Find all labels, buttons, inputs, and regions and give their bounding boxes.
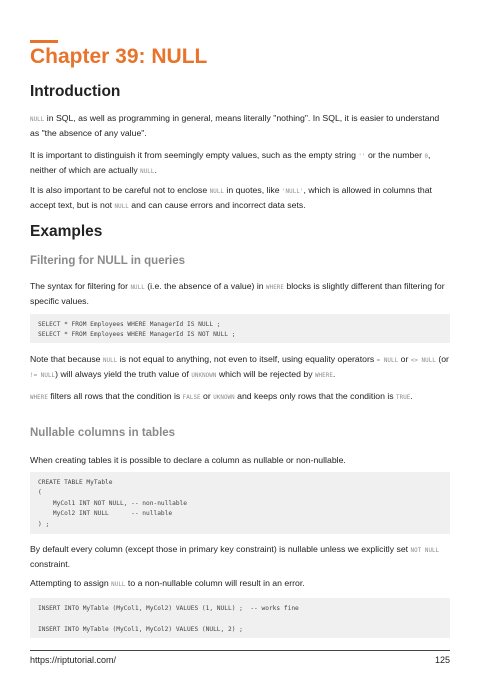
intro-paragraph-2: It is important to distinguish it from seemingly empty values, such as the empty string '' or the number 0, neither of which are actually NULL.	[30, 150, 431, 175]
nullable-paragraph-3: Attempting to assign NULL to a non-nullable column will result in an error.	[30, 578, 305, 588]
code-line: SELECT * FROM Employees WHERE ManagerId IS NOT NULL ;	[38, 331, 236, 339]
code-line: SELECT * FROM Employees WHERE ManagerId IS NULL ;	[38, 321, 221, 328]
code-line	[38, 614, 442, 624]
introduction-heading: Introduction	[30, 83, 121, 100]
code-block-create-table	[30, 472, 450, 534]
footer-url: https://riptutorial.com/	[30, 655, 117, 665]
code-line: MyCol1 INT NOT NULL, -- non-nullable	[38, 499, 188, 507]
nullable-paragraph-2: By default every column (except those in primary key constraint) is nullable unless we explicitly set NOT NULL constraint.	[30, 544, 440, 569]
code-block-filtering	[30, 314, 450, 343]
inline-code: NULL	[30, 117, 45, 123]
chapter-accent-rule	[30, 40, 58, 43]
code-line: (	[38, 489, 42, 497]
filtering-paragraph-2: Note that because NULL is not equal to anything, not even to itself, using equality operators = NULL or <> NULL (or != NULL) will always yield the truth value of UNKNOWN which will be rejected by WHERE.	[30, 354, 449, 379]
page-number: 125	[434, 655, 450, 665]
footer-divider	[30, 650, 450, 651]
code-line: INSERT INTO MyTable (MyCol1, MyCol2) VALUES (1, NULL) ; -- works fine	[38, 605, 299, 612]
code-block-insert	[30, 598, 450, 638]
filtering-paragraph-1: The syntax for filtering for NULL (i.e. the absence of a value) in WHERE blocks is slightly different than filtering for specific values.	[30, 281, 445, 306]
code-line: MyCol2 INT NULL -- nullable	[38, 510, 173, 518]
code-line: INSERT INTO MyTable (MyCol1, MyCol2) VALUES (NULL, 2) ;	[38, 625, 243, 633]
examples-heading: Examples	[30, 223, 103, 240]
code-line: CREATE TABLE MyTable	[38, 479, 113, 486]
chapter-title: Chapter 39: NULL	[30, 45, 208, 68]
nullable-heading: Nullable columns in tables	[30, 427, 176, 439]
nullable-paragraph-1: When creating tables it is possible to declare a column as nullable or non-nullable.	[30, 455, 346, 465]
intro-paragraph-1: NULL in SQL, as well as programming in general, means literally "nothing". In SQL, it is easier to understand as "the absence of any value".	[30, 113, 440, 138]
intro-paragraph-3: It is also important to be careful not to enclose NULL in quotes, like 'NULL', which is allowed in columns that accept text, but is not NULL and can cause errors and incorrect data sets.	[30, 185, 432, 210]
filtering-heading: Filtering for NULL in queries	[30, 255, 186, 267]
code-line: ) ;	[38, 520, 50, 528]
filtering-paragraph-3: WHERE filters all rows that the condition is FALSE or UKNOWN and keeps only rows that the condition is TRUE.	[30, 391, 413, 401]
